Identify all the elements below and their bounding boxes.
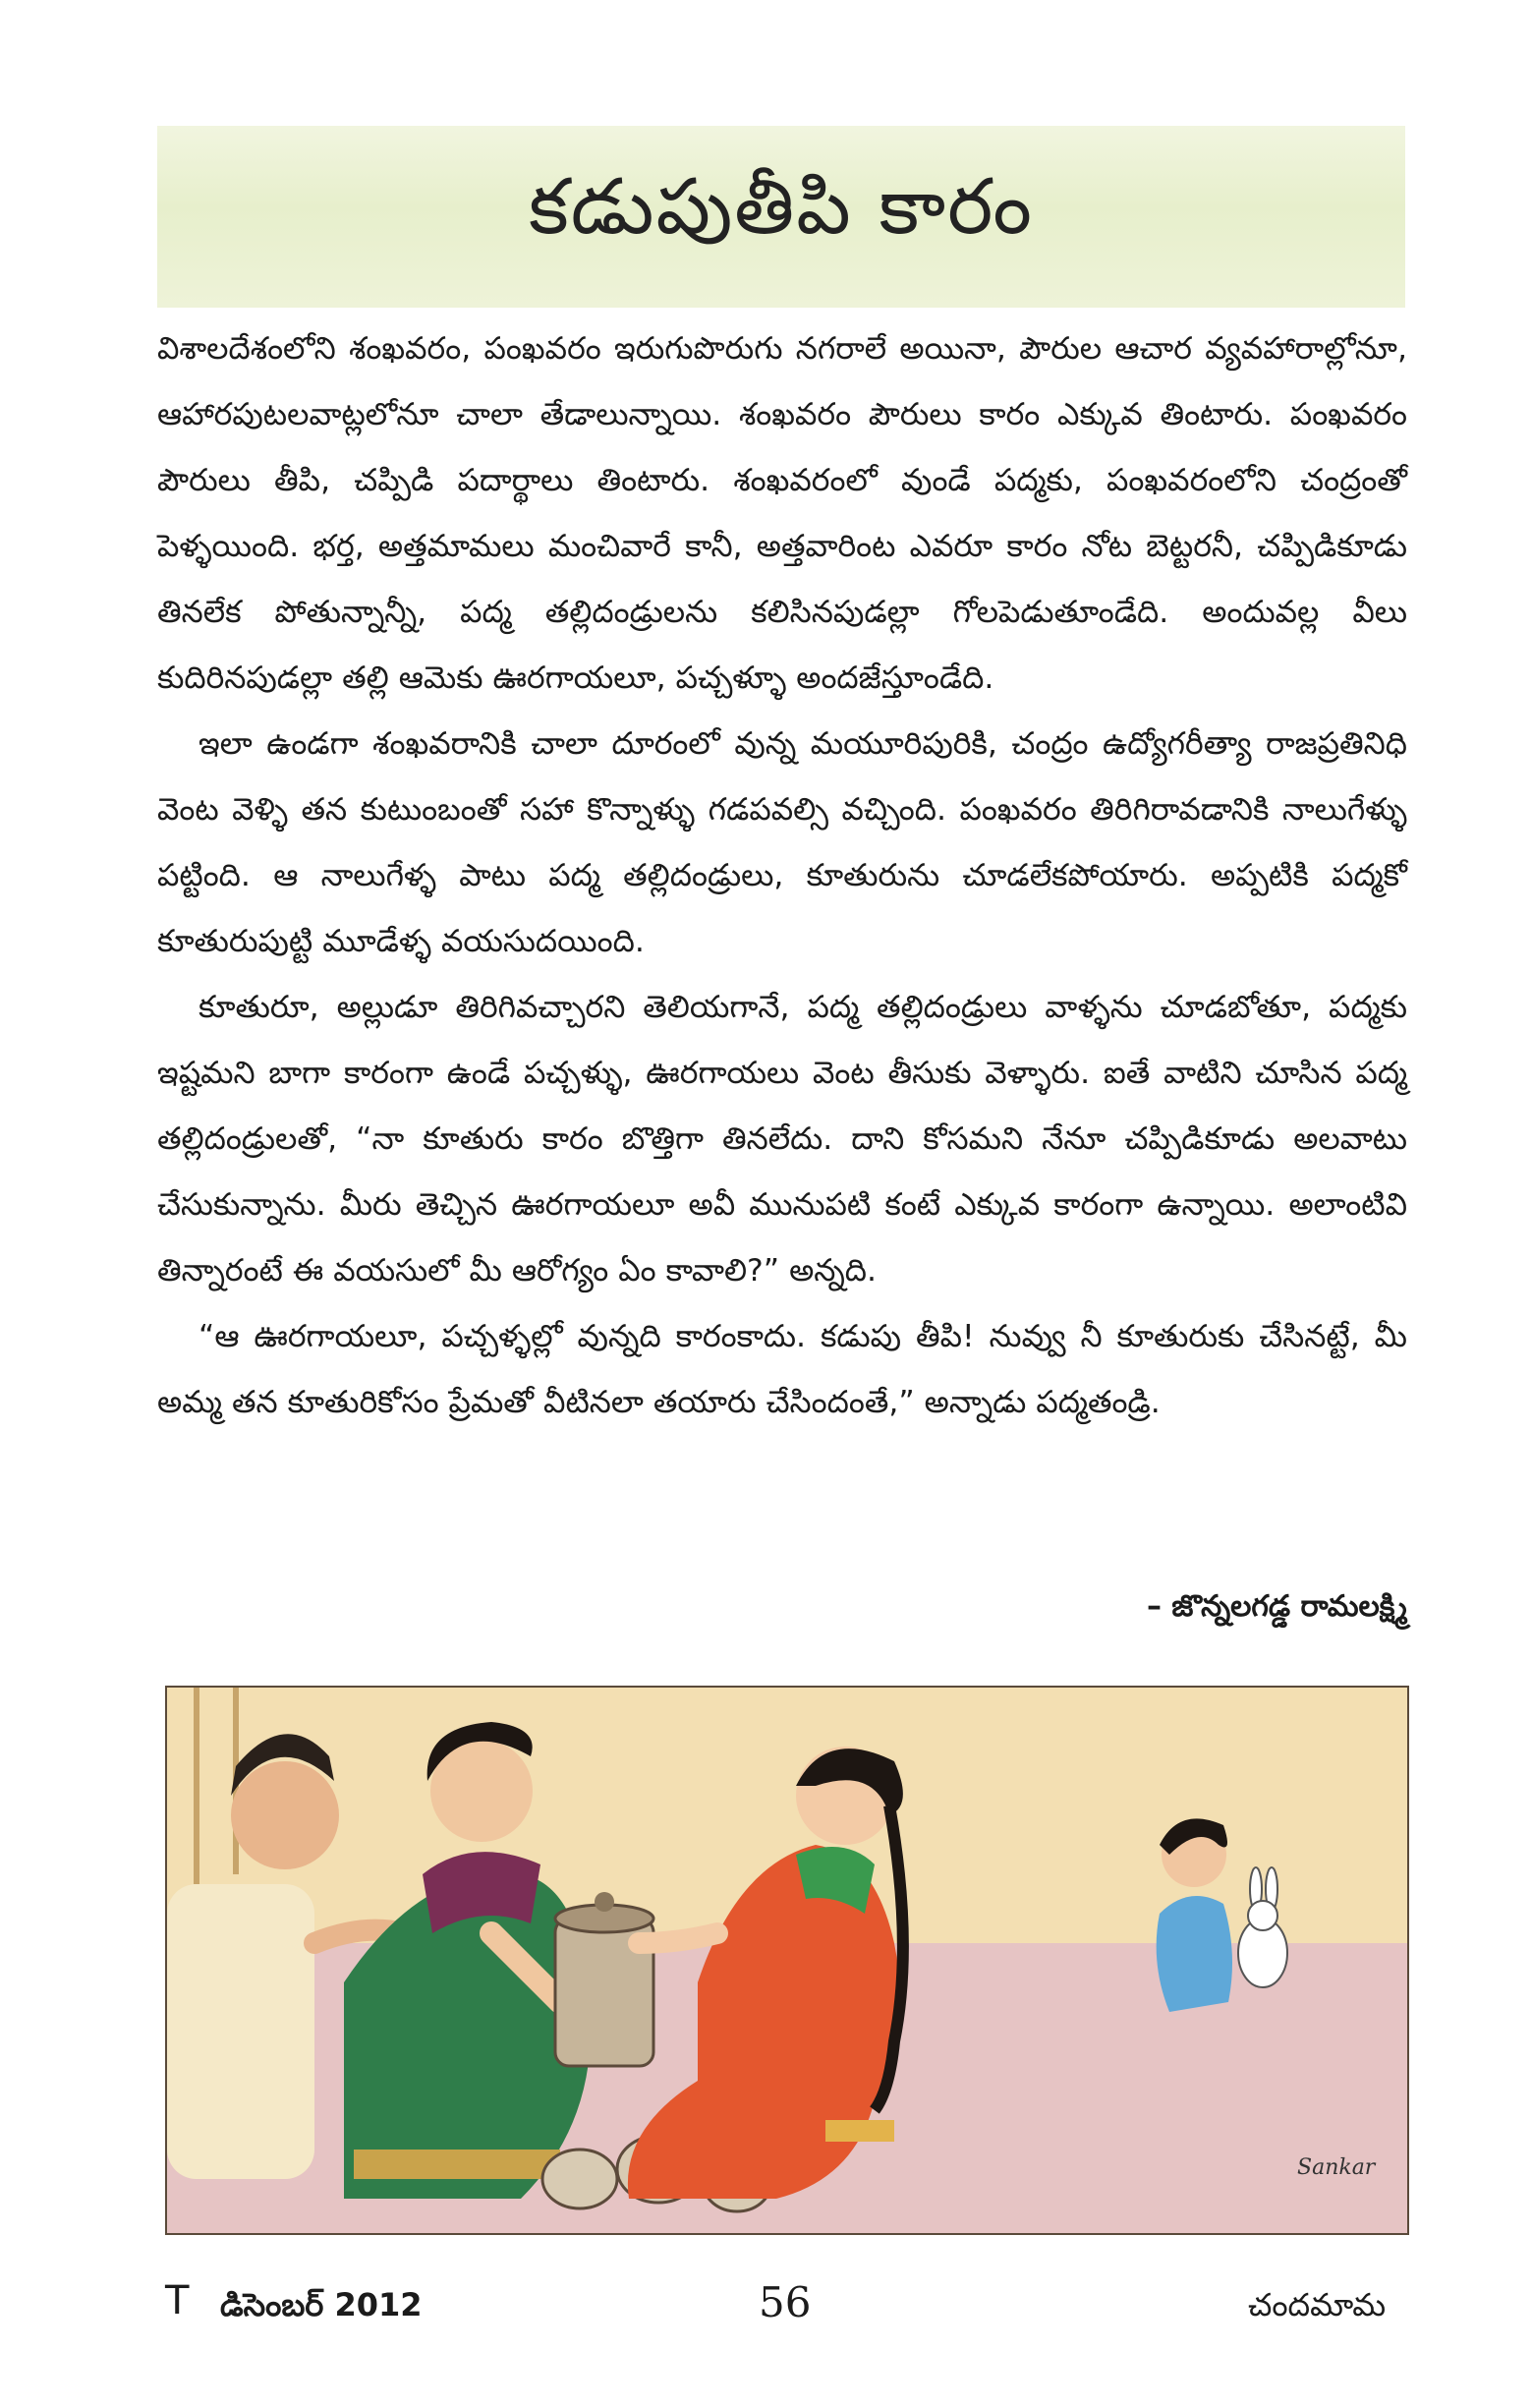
- author-byline: – జొన్నలగడ్డ రామలక్ష్మి: [1146, 1589, 1407, 1624]
- issue-date: డిసెంబర్ 2012: [220, 2286, 423, 2323]
- artist-signature: Sankar: [1297, 2155, 1376, 2180]
- magazine-name: చందమామ: [1248, 2286, 1387, 2323]
- pickle-jar: [555, 1892, 653, 2066]
- story-body: [157, 316, 1407, 1436]
- page-number: 56: [759, 2278, 812, 2326]
- footer-mark: T: [165, 2278, 190, 2323]
- story-paragraph: విశాలదేశంలోని శంఖవరం, పంఖవరం ఇరుగుపొరుగు నగరాలే అయినా, పౌరుల ఆచార వ్యవహారాల్లోనూ, ఆహారపుటలవాట్లలోనూ చాలా తేడాలున్నాయి. శంఖవరం పౌరులు కారం ఎక్కువ తింటారు. పంఖవరం పౌరులు తీపి, చప్పిడి పదార్థాలు తింటారు. శంఖవరంలో వుండే పద్మకు, పంఖవరంలోని చంద్రంతో పెళ్ళయింది. భర్త, అత్తమామలు మంచివారే కానీ, అత్తవారింట ఎవరూ కారం నోట బెట్టరనీ, చప్పిడికూడు తినలేక పోతున్నాన్నీ, పద్మ తల్లిదండ్రులను కలిసినపుడల్లా గోలపెడుతూండేది. అందువల్ల వీలు కుదిరినపుడల్లా తల్లి ఆమెకు ఊరగాయలూ, పచ్చళ్ళూ అందజేస్తూండేది.: [157, 331, 1407, 696]
- title-banner: [157, 126, 1405, 308]
- story-paragraph: కూతురూ, అల్లుడూ తిరిగివచ్చారని తెలియగానే, పద్మ తల్లిదండ్రులు వాళ్ళను చూడబోతూ, పద్మకు ఇష్టమని బాగా కారంగా ఉండే పచ్చళ్ళు, ఊరగాయలు వెంట తీసుకు వెళ్ళారు. ఐతే వాటిని చూసిన పద్మ తల్లిదండ్రులతో, “నా కూతురు కారం బొత్తిగా తినలేదు. దాని కోసమని నేనూ చప్పిడికూడు అలవాటు చేసుకున్నాను. మీరు తెచ్చిన ఊరగాయలూ అవీ మునుపటి కంటే ఎక్కువ కారంగా ఉన్నాయి. అలాంటివి తిన్నారంటే ఈ వయసులో మీ ఆరోగ్యం ఏం కావాలి?” అన్నది.: [157, 990, 1407, 1289]
- story-illustration: [165, 1686, 1409, 2235]
- story-paragraph: “ఆ ఊరగాయలూ, పచ్చళ్ళల్లో వున్నది కారంకాదు. కడుపు తీపి! నువ్వు నీ కూతురుకు చేసినట్టే, మీ అమ్మ తన కూతురికోసం ప్రేమతో వీటినలా తయారు చేసిందంతే,” అన్నాడు పద్మతండ్రి.: [157, 1319, 1407, 1420]
- story-paragraph: ఇలా ఉండగా శంఖవరానికి చాలా దూరంలో వున్న మయూరిపురికి, చంద్రం ఉద్యోగరీత్యా రాజప్రతినిధి వెంట వెళ్ళి తన కుటుంబంతో సహా కొన్నాళ్ళు గడపవల్సి వచ్చింది. పంఖవరం తిరిగిరావడానికి నాలుగేళ్ళు పట్టింది. ఆ నాలుగేళ్ళ పాటు పద్మ తల్లిదండ్రులు, కూతురును చూడలేకపోయారు. అప్పటికి పద్మకో కూతురుపుట్టి మూడేళ్ళ వయసుదయింది.: [157, 726, 1407, 959]
- granddaughter-figure: [1157, 1818, 1232, 2012]
- story-title: కడుపుతీపి కారం: [529, 163, 1034, 252]
